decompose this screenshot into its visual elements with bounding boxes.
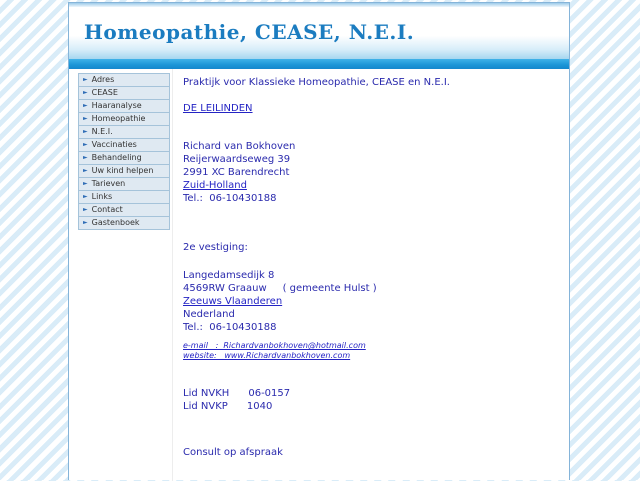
sidebar-item-homeopathie[interactable] [78, 112, 170, 126]
address1-city: 2991 XC Barendrecht [183, 167, 290, 178]
address2-city: 4569RW Graauw ( gemeente Hulst ) [183, 283, 377, 294]
site-container [68, 2, 570, 480]
main-content [173, 69, 569, 481]
branch-heading: 2e vestiging: [183, 242, 248, 253]
sidebar-item-uw-kind-helpen[interactable] [78, 164, 170, 178]
sidebar-item-label: Uw kind helpen [91, 166, 154, 175]
arrow-right-icon: ► [83, 206, 88, 213]
sidebar-item-label: Homeopathie [91, 114, 146, 123]
arrow-right-icon: ► [83, 128, 88, 135]
sidebar-item-label: Links [91, 192, 113, 201]
email-link[interactable]: e-mail : Richardvanbokhoven@hotmail.com [183, 341, 366, 350]
arrow-right-icon: ► [83, 76, 88, 83]
page-title: Homeopathie, CEASE, N.E.I. [84, 20, 415, 44]
sidebar-item-label: Behandeling [91, 153, 142, 162]
arrow-right-icon: ► [83, 89, 88, 96]
membership-block [183, 387, 569, 413]
arrow-right-icon: ► [83, 102, 88, 109]
sidebar-item-label: Vaccinaties [91, 140, 137, 149]
arrow-right-icon: ► [83, 167, 88, 174]
arrow-right-icon: ► [83, 219, 88, 226]
footer-note: Consult op afspraak [183, 447, 283, 458]
sidebar-item-tarieven[interactable] [78, 177, 170, 191]
de-leilinden-link[interactable]: DE LEILINDEN [183, 103, 253, 114]
address-block-2 [183, 269, 569, 334]
sidebar-item-label: Haaranalyse [91, 101, 142, 110]
header-divider-band [69, 59, 569, 69]
address2-country: Nederland [183, 309, 235, 320]
sidebar [69, 69, 173, 481]
membership-nvkp: Lid NVKP 1040 [183, 401, 273, 412]
address1-street: Reijerwaardseweg 39 [183, 154, 291, 165]
sidebar-item-links[interactable] [78, 190, 170, 204]
site-header [69, 7, 569, 59]
address1-phone: Tel.: 06-10430188 [183, 193, 277, 204]
sidebar-item-label: Gastenboek [91, 218, 140, 227]
sidebar-item-haaranalyse[interactable] [78, 99, 170, 113]
address-block-1 [183, 140, 569, 205]
contact-links [183, 341, 569, 361]
arrow-right-icon: ► [83, 193, 88, 200]
sidebar-item-label: Contact [91, 205, 123, 214]
zeeuws-vlaanderen-link[interactable]: Zeeuws Vlaanderen [183, 296, 283, 307]
membership-nvkh: Lid NVKH 06-0157 [183, 388, 291, 399]
address2-phone: Tel.: 06-10430188 [183, 322, 277, 333]
nav-menu [78, 73, 170, 230]
sidebar-item-nei[interactable] [78, 125, 170, 139]
sidebar-item-behandeling[interactable] [78, 151, 170, 165]
sidebar-item-label: Tarieven [91, 179, 126, 188]
contact-name: Richard van Bokhoven [183, 141, 296, 152]
arrow-right-icon: ► [83, 115, 88, 122]
sidebar-item-adres[interactable] [78, 73, 170, 87]
sidebar-item-label: Adres [91, 75, 115, 84]
arrow-right-icon: ► [83, 180, 88, 187]
sidebar-item-contact[interactable] [78, 203, 170, 217]
arrow-right-icon: ► [83, 141, 88, 148]
intro-text: Praktijk voor Klassieke Homeopathie, CEASE en N.E.I. [183, 77, 450, 88]
sidebar-item-label: CEASE [91, 88, 118, 97]
sidebar-item-label: N.E.I. [91, 127, 113, 136]
address2-street: Langedamsedijk 8 [183, 270, 275, 281]
arrow-right-icon: ► [83, 154, 88, 161]
sidebar-item-vaccinaties[interactable] [78, 138, 170, 152]
sidebar-item-gastenboek[interactable] [78, 216, 170, 230]
content-row [69, 69, 569, 481]
website-link[interactable]: website: www.Richardvanbokhoven.com [183, 351, 351, 360]
sidebar-item-cease[interactable] [78, 86, 170, 100]
zuid-holland-link[interactable]: Zuid-Holland [183, 180, 247, 191]
